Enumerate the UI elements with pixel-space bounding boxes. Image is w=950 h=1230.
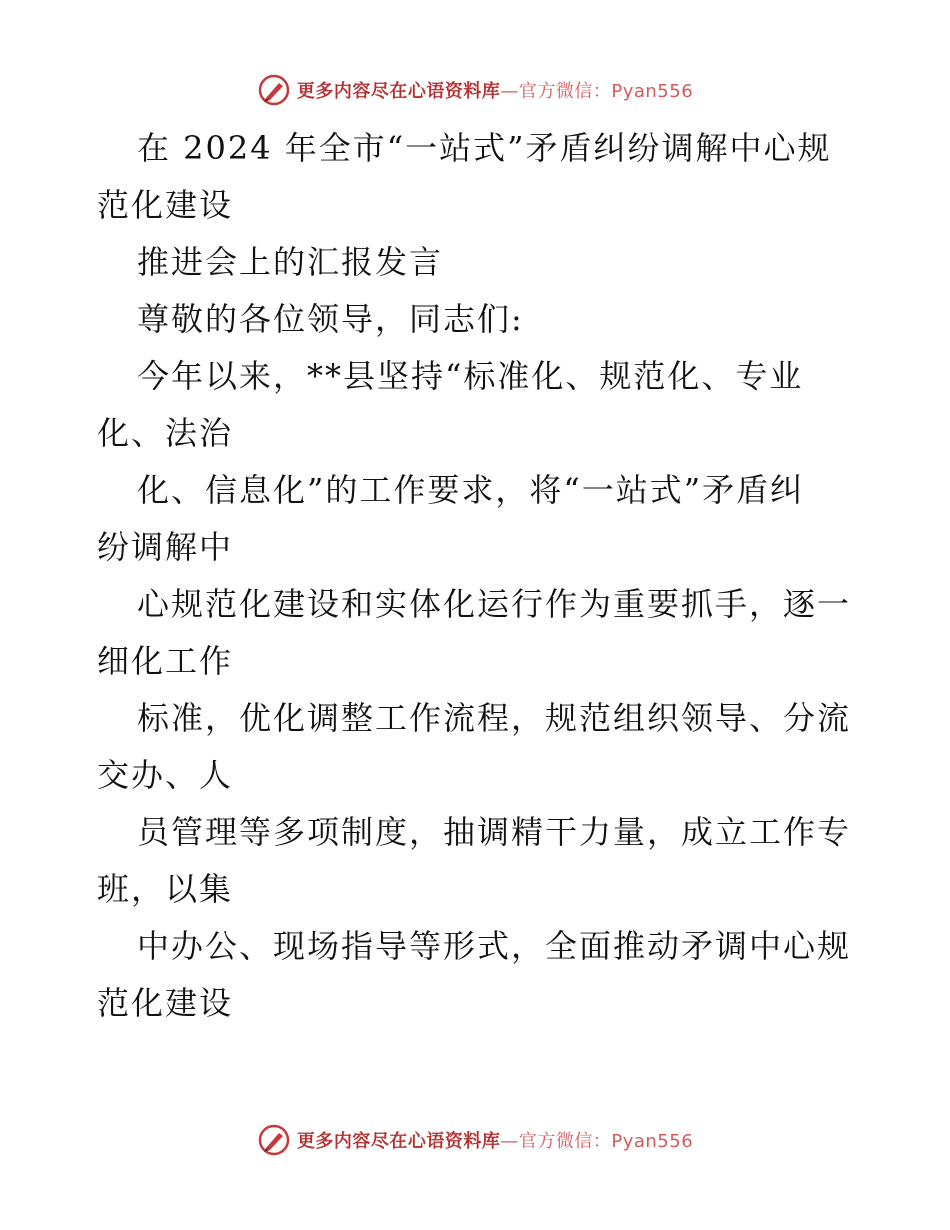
document-line: 心规范化建设和实体化运行作为重要抓手，逐一 [137,585,852,623]
footer-watermark [0,1120,950,1160]
document-line: 标准，优化调整工作流程，规范组织领导、分流 [137,699,852,737]
document-line: 范化建设 [97,984,234,1022]
document-line: 班，以集 [97,870,234,908]
header-contact-text: —官方微信：Pyan556 [500,81,694,102]
footer-contact-text: —官方微信：Pyan556 [500,1131,694,1152]
footer-text [297,1127,693,1153]
header-watermark [0,70,950,110]
document-line: 今年以来，**县坚持“标准化、规范化、专业 [137,357,804,395]
document-line: 纷调解中 [97,528,234,566]
document-line: 范化建设 [97,186,234,224]
document-line: 化、信息化”的工作要求，将“一站式”矛盾纠 [137,471,805,509]
document-line: 员管理等多项制度，抽调精干力量，成立工作专 [137,813,852,851]
document-body [97,120,857,1032]
header-text [297,77,693,103]
header-brand-text: 更多内容尽在心语资料库 [296,81,501,102]
document-line: 在 2024 年全市“一站式”矛盾纠纷调解中心规 [137,129,832,167]
document-line: 化、法治 [97,414,234,452]
document-line: 细化工作 [97,642,234,680]
footer-brand-text: 更多内容尽在心语资料库 [296,1131,501,1152]
document-line: 推进会上的汇报发言 [137,243,444,281]
pen-logo-icon [257,73,291,107]
pen-logo-icon [257,1123,291,1157]
document-line: 尊敬的各位领导，同志们: [137,300,524,338]
document-line: 中办公、现场指导等形式，全面推动矛调中心规 [137,927,852,965]
document-line: 交办、人 [97,756,234,794]
